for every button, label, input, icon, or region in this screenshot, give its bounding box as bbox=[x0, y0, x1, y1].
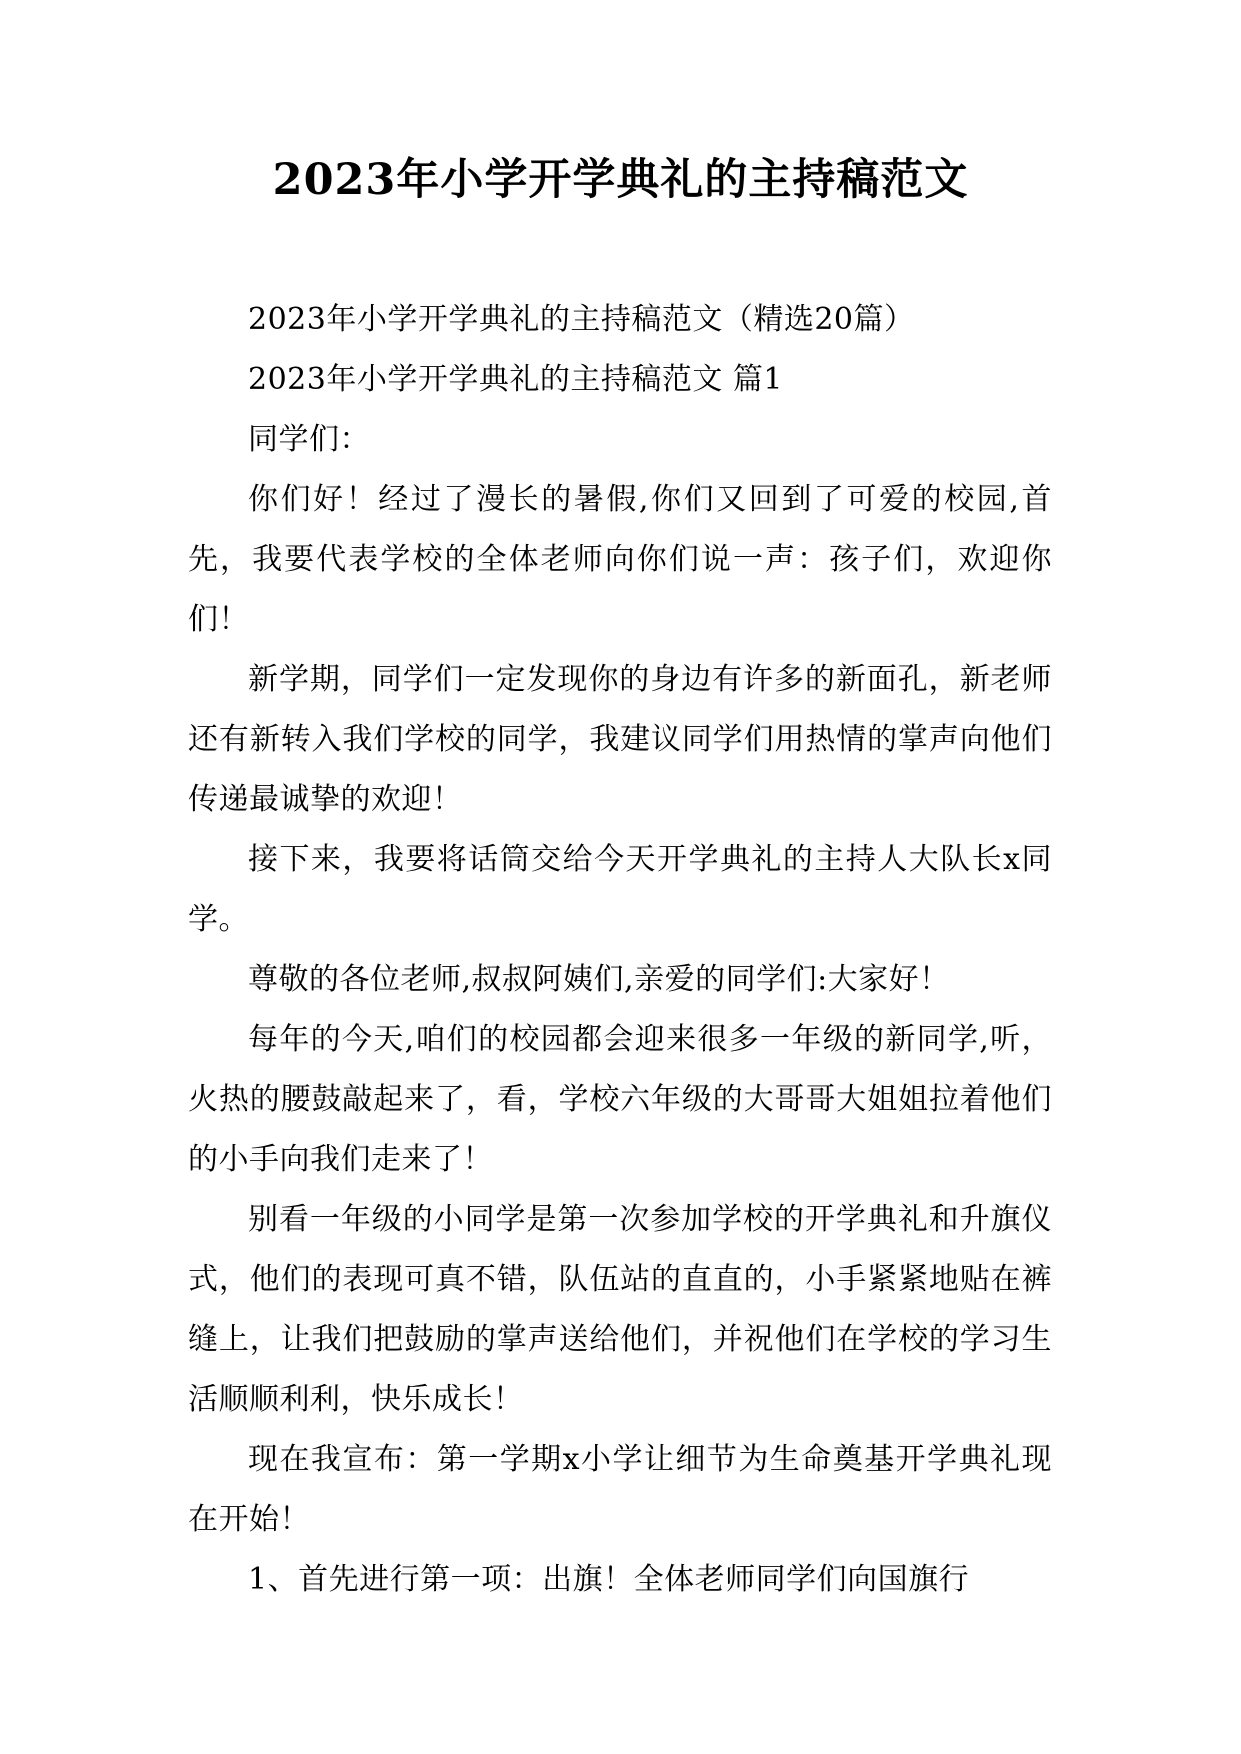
paragraph: 1、首先进行第一项：出旗！全体老师同学们向国旗行 bbox=[248, 1562, 970, 1597]
paragraph-salutation: 同学们： bbox=[248, 422, 370, 457]
paragraph: 尊敬的各位老师,叔叔阿姨们,亲爱的同学们:大家好！ bbox=[248, 962, 950, 997]
paragraph: 现在我宣布：第一学期x小学让细节为生命奠基开学典礼现在开始！ bbox=[188, 1442, 1052, 1537]
paragraph: 别看一年级的小同学是第一次参加学校的开学典礼和升旗仪式，他们的表现可真不错，队伍站的直直的，小手紧紧地贴在裤缝上，让我们把鼓励的掌声送给他们，并祝他们在学校的学习生活顺顺利利，快乐成长！ bbox=[188, 1202, 1052, 1417]
paragraph: 接下来，我要将话筒交给今天开学典礼的主持人大队长x同学。 bbox=[188, 842, 1052, 937]
paragraph-section-heading: 2023年小学开学典礼的主持稿范文 篇1 bbox=[248, 362, 783, 397]
document-body bbox=[188, 290, 1052, 1610]
paragraph: 你们好！经过了漫长的暑假,你们又回到了可爱的校园,首先，我要代表学校的全体老师向你们说一声：孩子们，欢迎你们！ bbox=[188, 482, 1052, 637]
document-title: 2023年小学开学典礼的主持稿范文 bbox=[272, 155, 969, 205]
paragraph: 新学期，同学们一定发现你的身边有许多的新面孔，新老师还有新转入我们学校的同学，我建议同学们用热情的掌声向他们传递最诚挚的欢迎！ bbox=[188, 662, 1052, 817]
paragraph-subtitle: 2023年小学开学典礼的主持稿范文（精选20篇） bbox=[248, 302, 915, 337]
paragraph: 每年的今天,咱们的校园都会迎来很多一年级的新同学,听，火热的腰鼓敲起来了，看，学校六年级的大哥哥大姐姐拉着他们的小手向我们走来了！ bbox=[188, 1022, 1052, 1177]
